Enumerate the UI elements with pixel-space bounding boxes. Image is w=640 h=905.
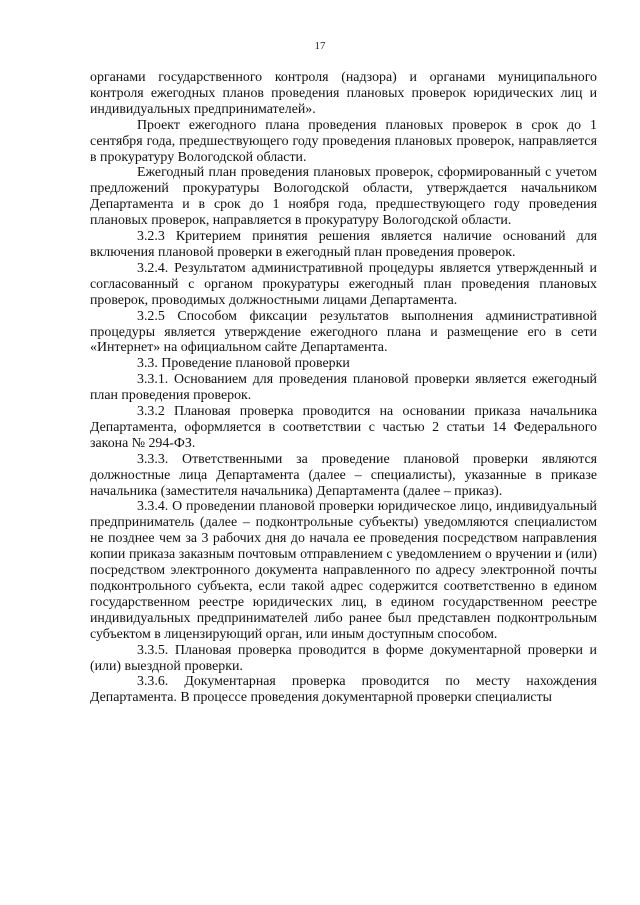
paragraph: органами государственного контроля (надзора) и органами муниципального контроля ежегодных планов проведения плановых проверок юридических лиц и индивидуальных предпринимателей». xyxy=(90,70,597,117)
paragraph: 3.3.2 Плановая проверка проводится на основании приказа начальника Департамента, оформляется в соответствии с частью 2 статьи 14 Федерального закона № 294-ФЗ. xyxy=(90,404,597,451)
paragraph: 3.3.6. Документарная проверка проводится по месту нахождения Департамента. В процессе проведения документарной проверки специалисты xyxy=(90,674,597,706)
paragraph: Ежегодный план проведения плановых проверок, сформированный с учетом предложений прокуратуры Вологодской области, утверждается начальником Департамента и в срок до 1 ноября года, предшествующего году проведения плановых проверок, направляется в прокуратуру Вологодской области. xyxy=(90,165,597,229)
paragraph: Проект ежегодного плана проведения плановых проверок в срок до 1 сентября года, предшествующего году проведения плановых проверок, направляется в прокуратуру Вологодской области. xyxy=(90,117,597,165)
paragraph: 3.3.3. Ответственными за проведение плановой проверки являются должностные лица Департамента (далее – специалисты), указанные в приказе начальника (заместителя начальника) Департамента (далее – приказ). xyxy=(90,451,597,499)
paragraph: 3.3.4. О проведении плановой проверки юридическое лицо, индивидуальный предприниматель (далее – подконтрольные субъекты) уведомляются специалистом не позднее чем за 3 рабочих дня до начала ее проведения посредством направления копии приказа заказным почтовым отправлением с уведомлением о вручении и (или) посредством электронного документа направленного по адресу электронной почты подконтрольного субъекта, если такой адрес содержится соответственно в едином государственном реестре юридических лиц, в едином государственном реестре индивидуальных предпринимателей либо ранее был представлен подконтрольным субъектом в лицензирующий орган, или иным доступным способом. xyxy=(90,499,597,642)
paragraph: 3.3.1. Основанием для проведения плановой проверки является ежегодный план проведения проверок. xyxy=(90,372,597,404)
paragraph: 3.2.4. Результатом административной процедуры является утвержденный и согласованный с органом прокуратуры ежегодный план проведения плановых проверок, проводимых должностными лицами Департамента. xyxy=(90,260,597,308)
document-body xyxy=(90,70,597,706)
paragraph: 3.2.3 Критерием принятия решения является наличие оснований для включения плановой проверки в ежегодный план проведения проверок. xyxy=(90,229,597,260)
paragraph: 3.3.5. Плановая проверка проводится в форме документарной проверки и (или) выездной проверки. xyxy=(90,642,597,674)
section-heading: 3.3. Проведение плановой проверки xyxy=(137,356,350,372)
paragraph: 3.2.5 Способом фиксации результатов выполнения административной процедуры является утверждение ежегодного плана и размещение его в сети «Интернет» на официальном сайте Департамента. xyxy=(90,308,597,356)
page-number: 17 xyxy=(314,40,326,52)
